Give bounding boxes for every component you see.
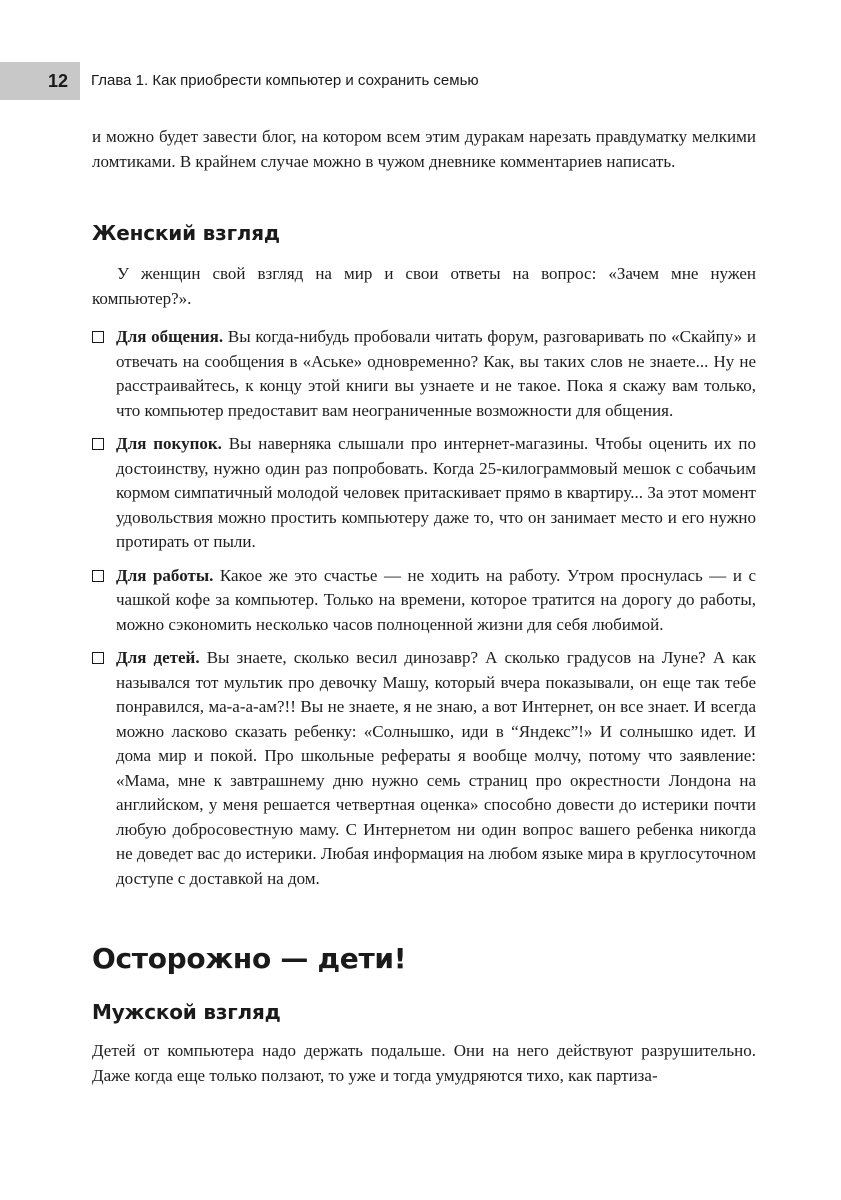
checklist — [92, 325, 756, 891]
page-header — [0, 62, 841, 100]
list-item-title: Для работы. — [116, 565, 214, 585]
list-item — [92, 646, 756, 891]
list-item — [92, 325, 756, 423]
list-item-title: Для покупок. — [116, 434, 222, 453]
intro-paragraph: и можно будет завести блог, на котором всем этим дуракам нарезать правдуматку мелкими ломтиками. В крайнем случае можно в чужом дневнике комментариев написать. — [92, 127, 756, 171]
list-item-body: Вы знаете, сколько весил динозавр? А сколько градусов на Луне? А как назывался тот мультик про девочку Машу, который вчера показывали, он еще так тебе понравился, ма-а-а-ам?!! Вы не знаете, я не знаю, а вот Интернет, он все знает. И всегда можно ласково сказать ребенку: «Солнышко, иди в “Яндекс”!» И солнышко идет. И дома мир и покой. Про школьные рефераты я вообще молчу, потому что заявление: «Мама, мне к завтрашнему дню нужно семь страниц про окрестности Лондона на английском, у меня решается четвертная оценка» способно довести до истерики почти любую добросовестную маму. С Интернетом ни один вопрос вашего ребенка никогда не доведет вас до истерики. Любая информация на любом языке мира в круглосуточном доступе с доставкой на дом. — [116, 648, 756, 888]
body-paragraph: Детей от компьютера надо держать подальше. Они на него действуют разрушительно. Даже когда еще только ползают, то уже и тогда умудряются тихо, как партиза- — [92, 1041, 756, 1085]
checkbox-bullet-icon — [92, 438, 104, 450]
list-item-text — [116, 564, 756, 638]
list-item-text — [116, 646, 756, 891]
checkbox-bullet-icon — [92, 570, 104, 582]
list-item-title: Для общения. — [116, 327, 224, 346]
list-item — [92, 564, 756, 638]
running-head: Глава 1. Как приобрести компьютер и сохранить семью — [91, 72, 479, 89]
list-item-body: Вы когда-нибудь пробовали читать форум, разговаривать по «Скайпу» и отвечать на сообщения в «Аське» одновременно? Как, вы таких слов не знаете... Ну не расстраивайтесь, к концу этой книги вы узнаете и не такое. Пока я скажу вам только, что компьютер предоставит вам неограниченные возможности для общения. — [116, 327, 756, 420]
checkbox-bullet-icon — [92, 331, 104, 343]
list-item-body: Вы наверняка слышали про интернет-магазины. Чтобы оценить их по достоинству, нужно один раз попробовать. Когда 25-килограммовый мешок с собачьим кормом симпатичный молодой человек притаскивает прямо в квартиру... За этот момент удовольствия можно простить компьютеру даже то, что он занимает место и его нужно протирать от пыли. — [116, 434, 756, 551]
list-item-body: Какое же это счастье — не ходить на работу. Утром проснулась — и с чашкой кофе за компьютер. Только на времени, которое тратится на дорогу до работы, можно сэкономить несколько часов полноценной жизни для себя любимой. — [116, 565, 756, 634]
page-content — [92, 125, 756, 1088]
page-number: 12 — [0, 62, 80, 100]
list-item-title: Для детей. — [116, 648, 200, 667]
section-heading-womens-view: Женский взгляд — [92, 221, 280, 245]
list-item-text — [116, 432, 756, 555]
list-item — [92, 432, 756, 555]
list-item-text — [116, 325, 756, 423]
section-heading-mens-view: Мужской взгляд — [92, 1000, 281, 1024]
chapter-section-heading: Осторожно — дети! — [92, 942, 407, 975]
section-lead: У женщин свой взгляд на мир и свои ответы на вопрос: «Зачем мне нужен компьютер?». — [92, 264, 756, 308]
checkbox-bullet-icon — [92, 652, 104, 664]
